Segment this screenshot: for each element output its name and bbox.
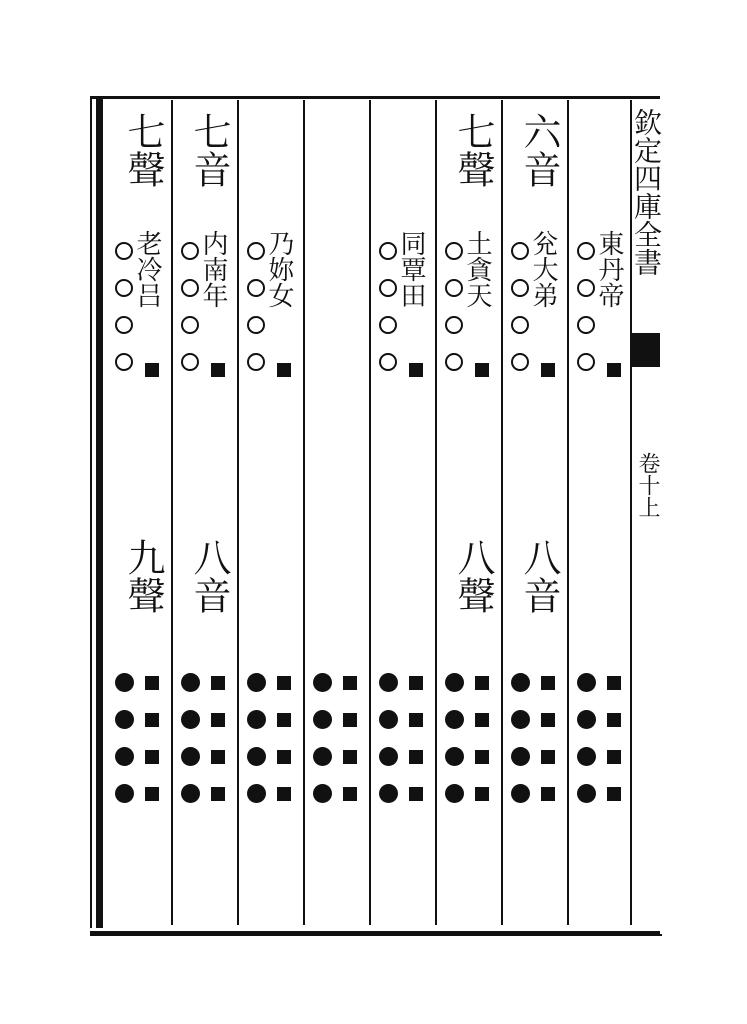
filled-circle-mark (311, 701, 333, 738)
filled-square-mark (603, 701, 625, 738)
filled-square-mark (537, 664, 559, 701)
filled-square-mark (471, 664, 493, 701)
filled-circle-mark (113, 664, 135, 701)
mark-row (377, 775, 427, 812)
filled-square-mark (141, 701, 163, 738)
bottom-mark-grid (443, 664, 493, 812)
filled-circle-mark (575, 775, 597, 812)
hollow-circle-mark (575, 343, 597, 380)
filled-square-mark (537, 351, 559, 388)
filled-circle-mark (509, 701, 531, 738)
column-divider (501, 100, 503, 925)
mark-row (443, 738, 493, 775)
filled-circle-mark (245, 701, 267, 738)
hollow-circle-mark (113, 306, 135, 343)
mark-row (509, 738, 559, 775)
filled-square-mark (207, 775, 229, 812)
filled-circle-mark (443, 701, 465, 738)
filled-square-mark (207, 351, 229, 388)
filled-circle-mark (245, 664, 267, 701)
character-column: 同覃田 (396, 230, 426, 308)
filled-square-mark (339, 775, 361, 812)
filled-circle-mark (113, 738, 135, 775)
filled-circle-mark (245, 775, 267, 812)
mark-row (245, 738, 295, 775)
hollow-circle-mark (443, 343, 465, 380)
filled-square-mark (471, 701, 493, 738)
filled-square-mark (141, 351, 163, 388)
filled-circle-mark (113, 775, 135, 812)
hollow-circle-mark (509, 343, 531, 380)
filled-square-mark (207, 701, 229, 738)
hollow-circle-mark (113, 343, 135, 380)
bottom-mark-grid (113, 664, 163, 812)
character-column: 老冷吕 (132, 230, 162, 308)
column-bottom-header: 九聲 (121, 538, 165, 614)
mark-row (443, 664, 493, 701)
character-column: 土貪天 (462, 230, 492, 308)
character-column: 兊大弟 (528, 230, 558, 308)
filled-square-mark (603, 351, 625, 388)
mark-row (245, 701, 295, 738)
column-divider (567, 100, 569, 925)
character-column: 東丹帝 (594, 230, 624, 308)
hollow-circle-mark (377, 343, 399, 380)
filled-square-mark (207, 738, 229, 775)
filled-circle-mark (311, 664, 333, 701)
filled-square-mark (603, 664, 625, 701)
side-volume-label: 卷十上 (635, 452, 660, 518)
filled-square-mark (537, 775, 559, 812)
filled-square-mark (471, 775, 493, 812)
filled-square-mark (405, 738, 427, 775)
hollow-circle-mark (575, 306, 597, 343)
filled-circle-mark (311, 775, 333, 812)
column-divider (237, 100, 239, 925)
filled-circle-mark (509, 738, 531, 775)
column-divider (171, 100, 173, 925)
filled-square-mark (141, 738, 163, 775)
filled-square-mark (405, 775, 427, 812)
filled-circle-mark (179, 738, 201, 775)
bottom-mark-grid (179, 664, 229, 812)
filled-square-mark (141, 775, 163, 812)
mark-row (311, 664, 361, 701)
side-book-title: 欽定四庫全書 (630, 108, 663, 276)
filled-square-mark (603, 775, 625, 812)
mark-row (113, 701, 163, 738)
bottom-mark-grid (509, 664, 559, 812)
filled-circle-mark (113, 701, 135, 738)
column-bottom-header: 八音 (187, 538, 231, 614)
filled-square-mark (537, 701, 559, 738)
mark-row (179, 775, 229, 812)
bottom-mark-grid (377, 664, 427, 812)
mark-row (311, 738, 361, 775)
filled-circle-mark (509, 775, 531, 812)
filled-circle-mark (509, 664, 531, 701)
filled-circle-mark (377, 664, 399, 701)
filled-square-mark (273, 351, 295, 388)
mark-row (443, 701, 493, 738)
column-top-header: 六音 (517, 112, 561, 188)
filled-square-mark (405, 351, 427, 388)
filled-circle-mark (179, 701, 201, 738)
filled-square-mark (273, 775, 295, 812)
filled-square-mark (339, 664, 361, 701)
mark-row (311, 775, 361, 812)
character-column: 内南年 (198, 230, 228, 308)
column-bottom-header: 八聲 (451, 538, 495, 614)
filled-square-mark (471, 351, 493, 388)
filled-circle-mark (443, 664, 465, 701)
filled-square-mark (405, 664, 427, 701)
filled-circle-mark (377, 701, 399, 738)
mark-row (113, 664, 163, 701)
hollow-circle-mark (179, 343, 201, 380)
filled-circle-mark (575, 701, 597, 738)
column-divider (369, 100, 371, 925)
filled-square-mark (141, 664, 163, 701)
column-divider (435, 100, 437, 925)
column-top-header: 七音 (187, 112, 231, 188)
mark-row (509, 775, 559, 812)
filled-circle-mark (179, 775, 201, 812)
mark-row (377, 664, 427, 701)
column-divider (303, 100, 305, 925)
filled-circle-mark (377, 738, 399, 775)
mark-row (179, 664, 229, 701)
column-top-header: 七聲 (451, 112, 495, 188)
bottom-mark-grid (245, 664, 295, 812)
filled-circle-mark (575, 664, 597, 701)
mark-row (509, 664, 559, 701)
mark-row (575, 775, 625, 812)
mark-row (377, 738, 427, 775)
mark-row (509, 701, 559, 738)
filled-square-mark (207, 664, 229, 701)
mark-row (245, 664, 295, 701)
hollow-circle-mark (245, 343, 267, 380)
column-top-header: 七聲 (121, 112, 165, 188)
filled-square-mark (339, 701, 361, 738)
filled-square-mark (273, 738, 295, 775)
filled-square-mark (273, 701, 295, 738)
mark-row (443, 775, 493, 812)
mark-row (575, 738, 625, 775)
filled-square-mark (273, 664, 295, 701)
mark-row (113, 775, 163, 812)
hollow-circle-mark (245, 306, 267, 343)
mark-row (311, 701, 361, 738)
filled-square-mark (537, 738, 559, 775)
filled-circle-mark (245, 738, 267, 775)
column-bottom-header: 八音 (517, 538, 561, 614)
hollow-circle-mark (509, 306, 531, 343)
filled-circle-mark (575, 738, 597, 775)
mark-row (113, 738, 163, 775)
mark-row (245, 775, 295, 812)
filled-circle-mark (179, 664, 201, 701)
mark-row (575, 701, 625, 738)
filled-circle-mark (377, 775, 399, 812)
bottom-mark-grid (311, 664, 361, 812)
mark-row (179, 701, 229, 738)
filled-square-mark (603, 738, 625, 775)
hollow-circle-mark (377, 306, 399, 343)
hollow-circle-mark (443, 306, 465, 343)
mark-row (377, 701, 427, 738)
filled-circle-mark (311, 738, 333, 775)
mark-row (179, 738, 229, 775)
filled-circle-mark (443, 738, 465, 775)
filled-square-mark (471, 738, 493, 775)
frame-bottom-rule (90, 934, 662, 936)
fishtail-mark (630, 333, 660, 367)
filled-square-mark (339, 738, 361, 775)
bottom-mark-grid (575, 664, 625, 812)
hollow-circle-mark (179, 306, 201, 343)
character-column: 乃妳女 (264, 230, 294, 308)
mark-row (575, 664, 625, 701)
filled-circle-mark (443, 775, 465, 812)
filled-square-mark (405, 701, 427, 738)
